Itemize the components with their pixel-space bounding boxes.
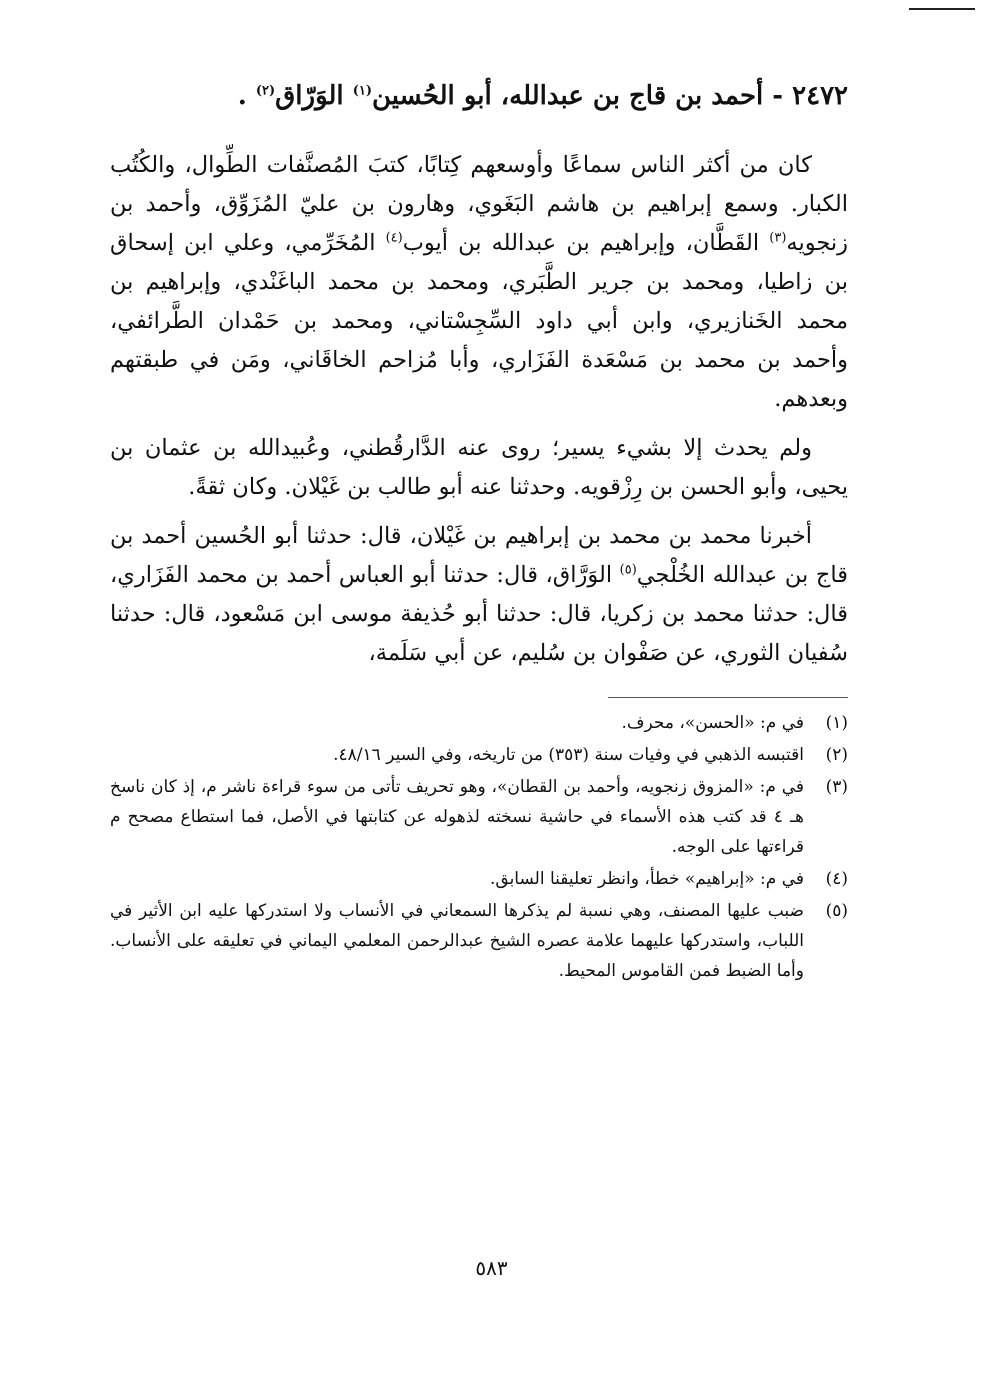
footnote-3 [110,772,848,862]
footnote-2 [110,740,848,770]
entry-title-end: . [237,81,256,111]
footnote-text: في م: «إبراهيم» خطأ، وانظر تعليقنا السابق. [489,869,804,889]
footnote-ref-1: (١) [352,83,373,99]
page-number: ٥٨٣ [475,1256,508,1280]
footnote-number: (٤) [825,869,848,889]
footnote-4 [110,864,848,894]
top-edge-rule [909,8,975,10]
footnote-ref-5: (٥) [619,562,637,578]
paragraph-3-part-a: أخبرنا محمد بن محمد بن إبراهيم بن غَيْلان، قال: حدثنا أبو الحُسين أحمد بن قاج بن عبدالله الخُلْجي [110,523,849,588]
footnote-ref-3: (٣) [769,230,787,246]
paragraph-3-part-b: الوَرَّاق، قال: حدثنا أبو العباس أحمد بن محمد الفَزَاري، قال: حدثنا محمد بن زكريا، قال: حدثنا أبو حُذيفة موسى ابن مَسْعود، قال: حدثنا سُفيان الثوري، عن صَفْوان بن سُليم، عن أبي سَلَمة، [110,562,848,666]
footnote-number: (١) [825,713,848,733]
footnote-text: في م: «المزوق زنجويه، وأحمد بن القطان»، وهو تحريف تأتى من سوء قراءة ناشر م، إذ كان ناسخ هـ ٤ قد كتب هذه الأسماء في حاشية نسخته لذهوله عن كتابتها في الأصل، فما استطاع مصحح م قراءتها على الوجه. [110,777,804,857]
paragraph-1 [110,146,848,419]
footnote-1 [110,708,848,738]
entry-title-mid: الوَرّاق [275,81,353,111]
footnote-5 [110,896,848,986]
footnote-text: في م: «الحسن»، محرف. [621,713,804,733]
paragraph-1-part-a: كان من أكثر الناس سماعًا وأوسعهم كِتابًا، كتبَ المُصنَّفات الطِّوال، والكُتُب الكبار. وسمع إبراهيم بن هاشم البَغَوي، وهارون بن عليّ المُزَوِّق، وأحمد بن زنجويه [110,152,848,256]
paragraph-2: ولم يحدث إلا بشيء يسير؛ روى عنه الدَّارقُطني، وعُبيدالله بن عثمان بن يحيى، وأبو الحسن بن رِزْقويه. وحدثنا عنه أبو طالب بن غَيْلان. وكان ثقةً. [110,435,848,500]
entry-title-main: ٢٤٧٢ - أحمد بن قاج بن عبدالله، أبو الحُسين [372,81,848,111]
paragraph-1-part-c: المُخَرِّمي، وعلي ابن إسحاق بن زاطيا، ومحمد بن جرير الطَّبَري، ومحمد بن محمد الباغَنْدي، وإبراهيم بن محمد الخَنازيري، وابن أبي داود السِّجِسْتاني، ومحمد بن حَمْدان الطَّرائفي، وأحمد بن محمد بن مَسْعَدة الفَزَاري، وأبا مُزاحم الخاقَاني، ومَن في طبقتهم وبعدهم. [110,230,848,412]
footnote-list [110,708,848,986]
footnote-number: (٢) [825,745,848,765]
footnote-number: (٥) [825,901,848,921]
footnote-separator [608,697,848,698]
entry-title [110,74,848,118]
paragraph-3 [110,517,848,673]
footnote-ref-2: (٢) [255,83,276,99]
footnote-number: (٣) [825,777,848,797]
footnote-text: ضبب عليها المصنف، وهي نسبة لم يذكرها السمعاني في الأنساب ولا استدركها عليه ابن الأثير في اللباب، واستدركها عليهما علامة عصره الشيخ عبدالرحمن المعلمي اليماني في تعليقه على الأنساب. وأما الضبط فمن القاموس المحيط. [110,901,804,981]
paragraph-1-part-b: القَطَّان، وإبراهيم بن عبدالله بن أيوب [402,230,770,256]
footnote-text: اقتبسه الذهبي في وفيات سنة (٣٥٣) من تاريخه، وفي السير ٤٨/١٦. [333,745,804,765]
page-body [110,60,848,988]
footnote-ref-4: (٤) [385,230,403,246]
